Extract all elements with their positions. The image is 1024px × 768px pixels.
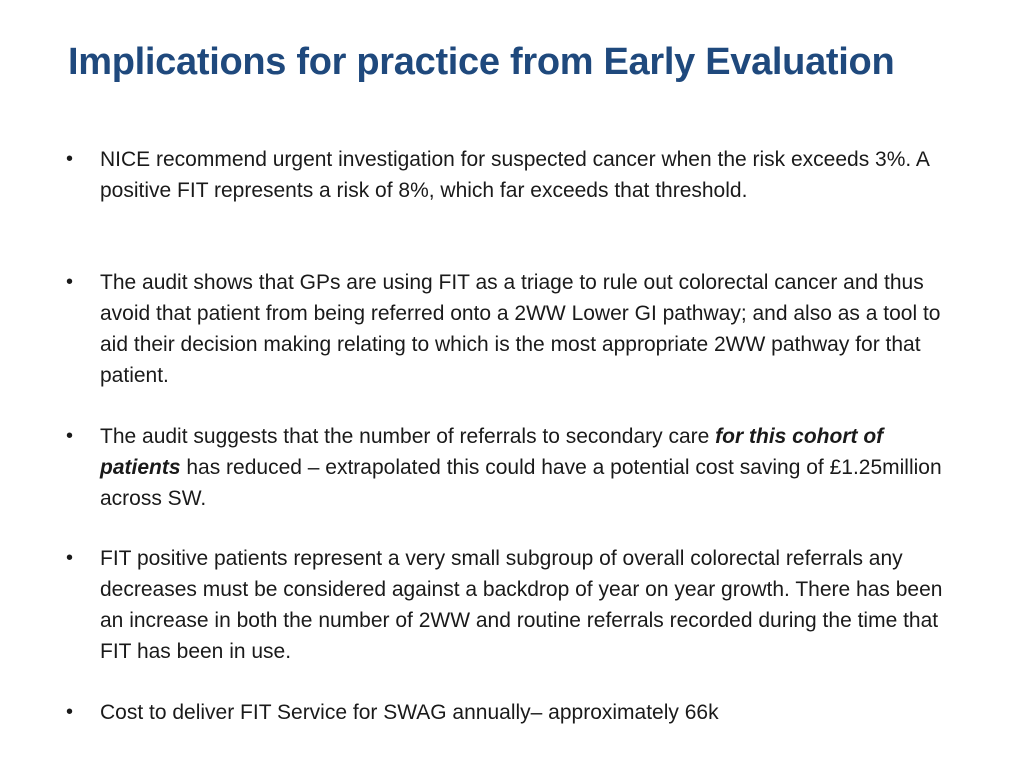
bullet-text: The audit shows that GPs are using FIT as a triage to rule out colorectal cancer and thus avoid that patient from being referred onto a 2WW Lower GI pathway; and also as a tool to aid their decision making relating to which is the most appropriate 2WW pathway for that patient. [100, 271, 941, 387]
bullet-item-gp-triage [66, 267, 946, 391]
bullet-text: FIT positive patients represent a very small subgroup of overall colorectal referrals any decreases must be considered against a backdrop of year on year growth. There has been an increase in both the number of 2WW and routine referrals recorded during the time that FIT has been in use. [100, 547, 943, 663]
bullet-icon: • [66, 425, 74, 447]
bullet-item-nice-threshold [66, 144, 946, 206]
bullet-text: NICE recommend urgent investigation for suspected cancer when the risk exceeds 3%. A positive FIT represents a risk of 8%, which far exceeds that threshold. [100, 148, 929, 202]
bullet-icon: • [66, 547, 74, 569]
bullet-text-before: The audit suggests that the number of referrals to secondary care [100, 425, 716, 448]
slide-title: Implications for practice from Early Evaluation [68, 41, 895, 83]
bullet-icon: • [66, 701, 74, 723]
bullet-item-referral-reduction [66, 421, 946, 514]
bullet-icon: • [66, 271, 74, 293]
bullet-item-referral-growth [66, 543, 946, 667]
bullet-text-after: has reduced – extrapolated this could have a potential cost saving of £1.25million across SW. [100, 456, 942, 510]
bullet-text: Cost to deliver FIT Service for SWAG annually– approximately 66k [100, 701, 719, 724]
bullet-item-service-cost [66, 697, 946, 728]
bullet-text [100, 421, 946, 514]
bullet-emphasis: for this cohort of patients [100, 425, 884, 479]
bullet-icon: • [66, 148, 74, 170]
